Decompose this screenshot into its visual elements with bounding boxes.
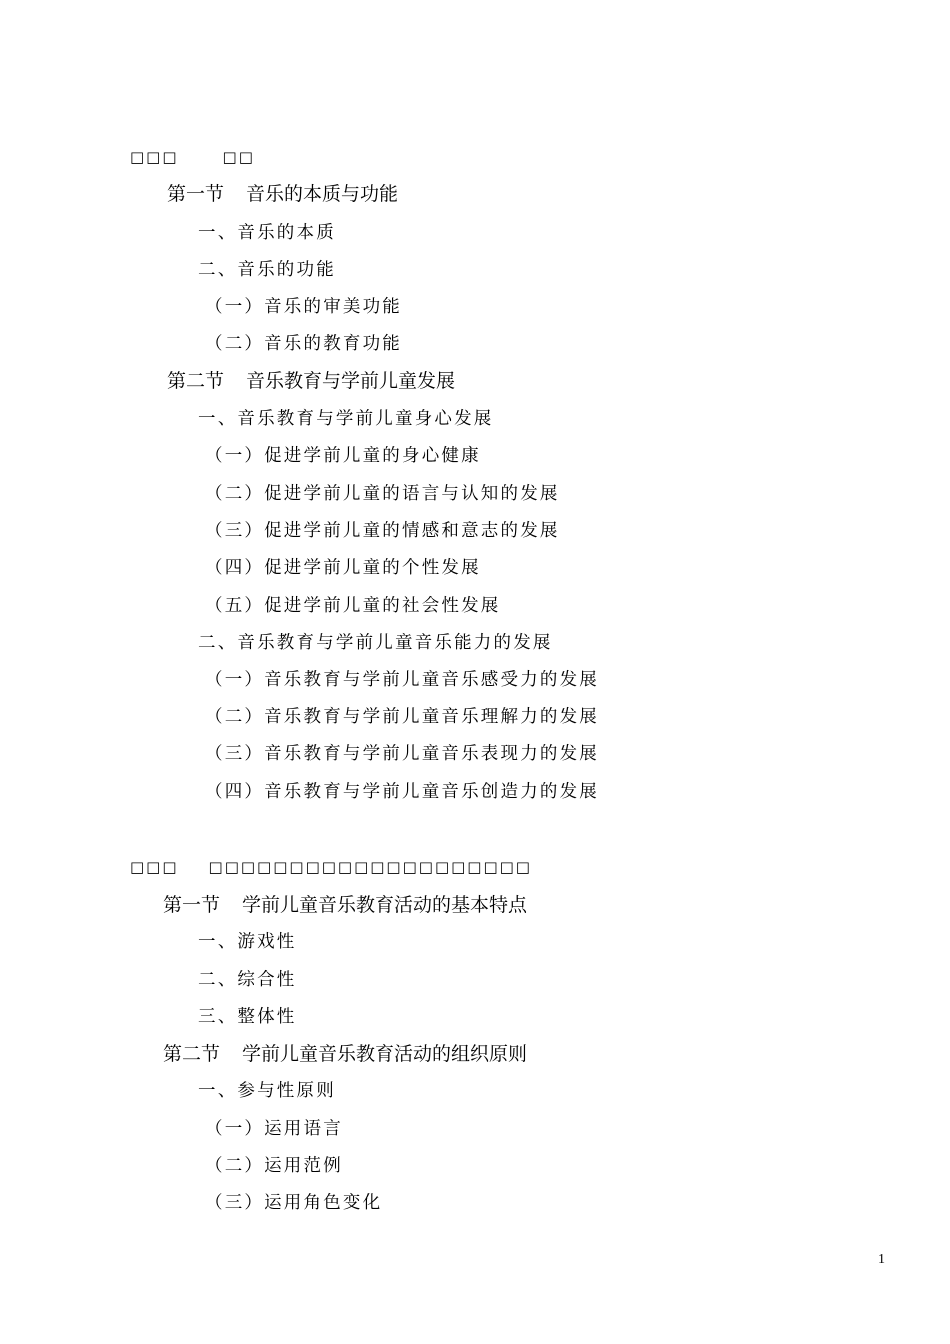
toc-item: （四）音乐教育与学前儿童音乐创造力的发展 (205, 782, 599, 802)
toc-item: （二）促进学前儿童的语言与认知的发展 (205, 484, 560, 504)
toc-item: （一）运用语言 (205, 1119, 343, 1139)
toc-item: 一、音乐的本质 (198, 223, 336, 243)
toc-item: 三、整体性 (198, 1007, 297, 1027)
chapter-number: □□□ (130, 858, 179, 876)
toc-item: （二）音乐的教育功能 (205, 334, 402, 354)
section-title: 音乐教育与学前儿童发展 (246, 370, 456, 392)
section-title: 学前儿童音乐教育活动的组织原则 (242, 1043, 528, 1065)
toc-item: 一、参与性原则 (198, 1081, 336, 1101)
section-heading (167, 185, 398, 204)
toc-item: （一）音乐教育与学前儿童音乐感受力的发展 (205, 670, 599, 690)
chapter-title: □□□□□□□□□□□□□□□□□□□□ (208, 858, 532, 876)
toc-item: （三）运用角色变化 (205, 1193, 383, 1213)
toc-item: （二）音乐教育与学前儿童音乐理解力的发展 (205, 707, 599, 727)
toc-item: （一）音乐的审美功能 (205, 297, 402, 317)
page-number: 1 (878, 1252, 885, 1267)
chapter-heading-2 (130, 860, 532, 875)
section-label: 第一节 (167, 183, 225, 205)
toc-item: 一、游戏性 (198, 932, 297, 952)
toc-item: （一）促进学前儿童的身心健康 (205, 446, 481, 466)
toc-item: （五）促进学前儿童的社会性发展 (205, 596, 501, 616)
chapter-heading-1 (130, 150, 255, 165)
section-label: 第二节 (167, 370, 225, 392)
toc-item: 二、音乐教育与学前儿童音乐能力的发展 (198, 633, 553, 653)
toc-item: （三）促进学前儿童的情感和意志的发展 (205, 521, 560, 541)
section-heading (163, 896, 527, 915)
chapter-number: □□□ (130, 148, 179, 166)
toc-item: 二、音乐的功能 (198, 260, 336, 280)
section-heading (163, 1045, 527, 1064)
toc-item: （四）促进学前儿童的个性发展 (205, 558, 481, 578)
toc-item: （二）运用范例 (205, 1156, 343, 1176)
toc-item: 二、综合性 (198, 970, 297, 990)
section-label: 第二节 (163, 1043, 221, 1065)
section-title: 学前儿童音乐教育活动的基本特点 (242, 894, 528, 916)
section-title: 音乐的本质与功能 (246, 183, 399, 205)
section-label: 第一节 (163, 894, 221, 916)
toc-item: 一、音乐教育与学前儿童身心发展 (198, 409, 494, 429)
section-heading (167, 372, 455, 391)
toc-item: （三）音乐教育与学前儿童音乐表现力的发展 (205, 744, 599, 764)
chapter-title: □□ (222, 148, 255, 166)
